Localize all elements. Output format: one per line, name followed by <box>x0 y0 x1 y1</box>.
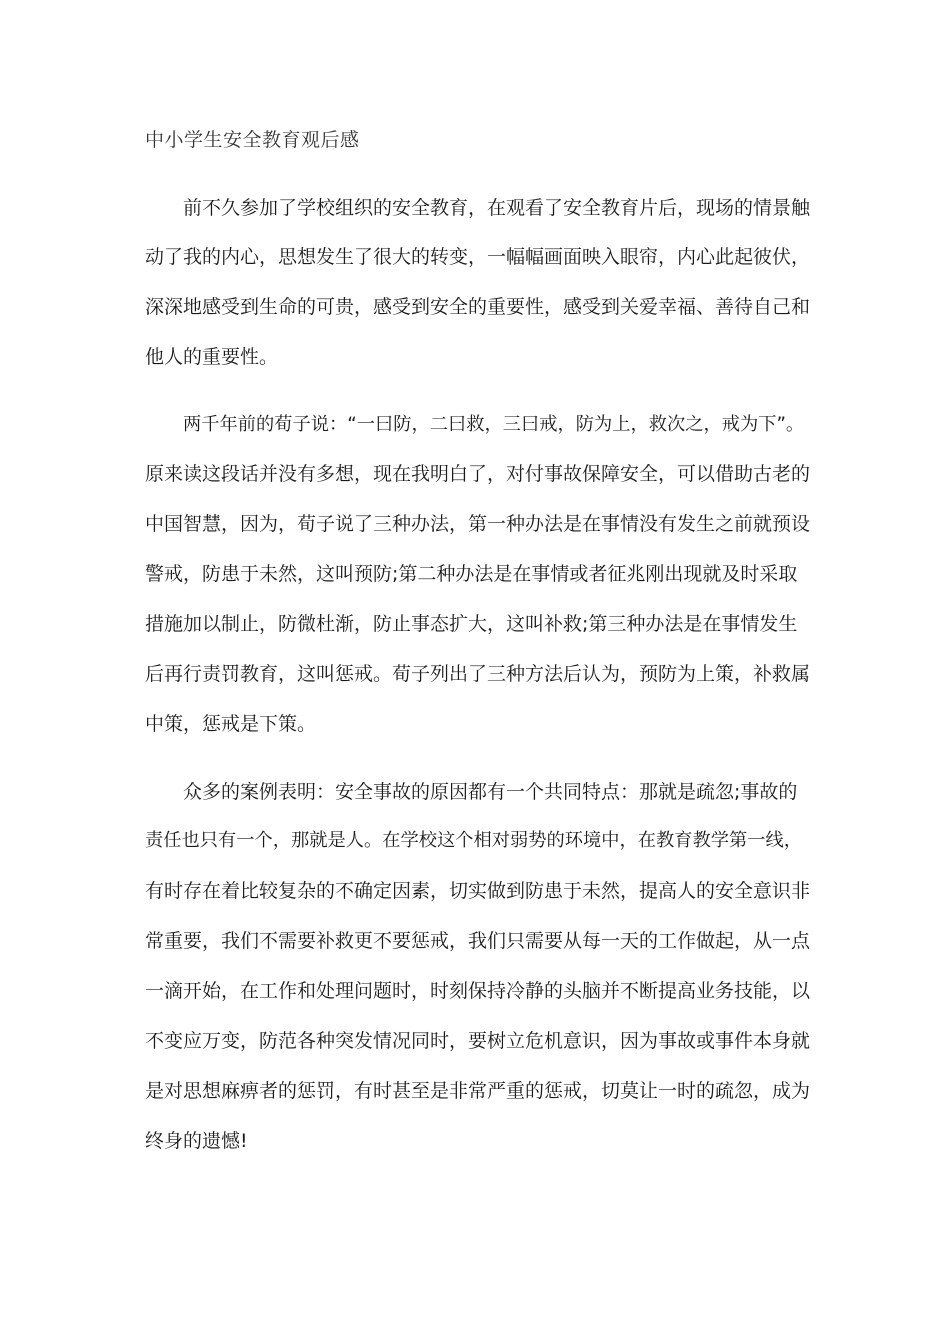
paragraph-2-line-3: 中国智慧，因为，荀子说了三种办法，第一种办法是在事情没有发生之前就预设 <box>145 513 811 535</box>
paragraph-3-line-4: 常重要，我们不需要补救更不要惩戒，我们只需要从每一天的工作做起，从一点 <box>145 930 811 952</box>
paragraph-3-line-1: 众多的案例表明：安全事故的原因都有一个共同特点：那就是疏忽;事故的 <box>183 781 798 803</box>
paragraph-1-line-3: 深深地感受到生命的可贵，感受到安全的重要性，感受到关爱幸福、善待自己和 <box>145 296 811 318</box>
paragraph-2-line-6: 后再行责罚教育，这叫惩戒。荀子列出了三种方法后认为，预防为上策，补救属 <box>145 663 811 685</box>
paragraph-2-line-4: 警戒，防患于未然，这叫预防;第二种办法是在事情或者征兆刚出现就及时采取 <box>145 563 798 585</box>
paragraph-2-line-1: 两千年前的荀子说：“一曰防，二曰救，三曰戒，防为上，救次之，戒为下”。 <box>183 414 805 435</box>
paragraph-3-line-6: 不变应万变，防范各种突发情况同时，要树立危机意识，因为事故或事件本身就 <box>145 1030 811 1052</box>
paragraph-2-line-7: 中策，惩戒是下策。 <box>145 713 317 735</box>
paragraph-3-line-7: 是对思想麻痹者的惩罚，有时甚至是非常严重的惩戒，切莫让一时的疏忽，成为 <box>145 1080 811 1102</box>
paragraph-1-line-2: 动了我的内心，思想发生了很大的转变，一幅幅画面映入眼帘，内心此起彼伏， <box>145 246 811 268</box>
paragraph-2-line-2: 原来读这段话并没有多想，现在我明白了，对付事故保障安全，可以借助古老的 <box>145 463 811 485</box>
paragraph-2-line-5: 措施加以制止，防微杜渐，防止事态扩大，这叫补救;第三种办法是在事情发生 <box>145 613 798 635</box>
paragraph-3-line-5: 一滴开始，在工作和处理问题时，时刻保持冷静的头脑并不断提高业务技能，以 <box>145 980 811 1002</box>
paragraph-3-line-8: 终身的遗憾! <box>145 1130 248 1152</box>
paragraph-1-line-4: 他人的重要性。 <box>145 346 279 368</box>
paragraph-1-line-1: 前不久参加了学校组织的安全教育，在观看了安全教育片后，现场的情景触 <box>183 197 811 219</box>
document-title: 中小学生安全教育观后感 <box>145 129 360 151</box>
paragraph-3-line-2: 责任也只有一个，那就是人。在学校这个相对弱势的环境中，在教育教学第一线， <box>145 830 802 851</box>
paragraph-3-line-3: 有时存在着比较复杂的不确定因素，切实做到防患于未然，提高人的安全意识非 <box>145 880 811 902</box>
